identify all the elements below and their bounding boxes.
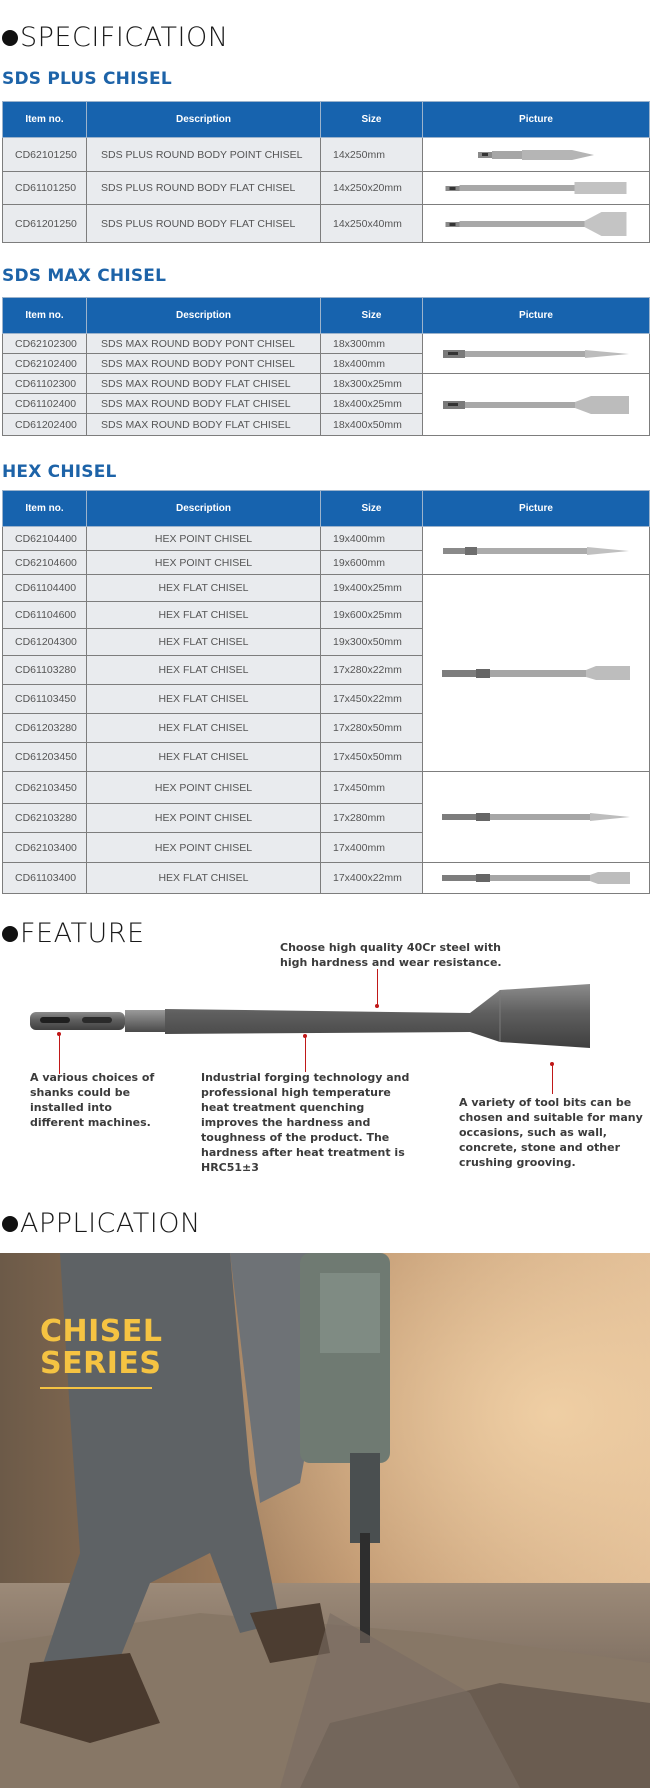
description: SDS MAX ROUND BODY PONT CHISEL xyxy=(87,334,321,354)
description: SDS PLUS ROUND BODY FLAT CHISEL xyxy=(87,205,321,243)
item-no: CD61201250 xyxy=(3,205,87,243)
forging-pin-dot xyxy=(303,1034,307,1038)
description: HEX FLAT CHISEL xyxy=(87,685,321,714)
col-header-item: Item no. xyxy=(3,298,87,334)
size: 17x450x22mm xyxy=(321,685,423,714)
steel-pin-dot xyxy=(375,1004,379,1008)
item-no: CD62103280 xyxy=(3,804,87,833)
item-no: CD61204300 xyxy=(3,629,87,656)
description: HEX FLAT CHISEL xyxy=(87,714,321,743)
size: 19x600x25mm xyxy=(321,602,423,629)
bits-pin-dot xyxy=(550,1062,554,1066)
description: HEX POINT CHISEL xyxy=(87,527,321,551)
hex-table xyxy=(2,490,650,894)
flat-chisel-image xyxy=(423,172,650,205)
size: 18x400x50mm xyxy=(321,414,423,436)
description: SDS MAX ROUND BODY FLAT CHISEL xyxy=(87,394,321,414)
table-row xyxy=(3,374,650,394)
table-row xyxy=(3,575,650,602)
size: 17x280x22mm xyxy=(321,656,423,685)
hex-title: HEX CHISEL xyxy=(2,462,117,482)
item-no: CD62104600 xyxy=(3,551,87,575)
feature-steel-text: Choose high quality 40Cr steel with high hardness and wear resistance. xyxy=(280,941,502,969)
specification-heading xyxy=(2,22,228,53)
item-no: CD61104600 xyxy=(3,602,87,629)
size: 17x400x22mm xyxy=(321,863,423,894)
size: 18x300mm xyxy=(321,334,423,354)
item-no: CD62102400 xyxy=(3,354,87,374)
description: SDS MAX ROUND BODY FLAT CHISEL xyxy=(87,414,321,436)
shank-pin-dot xyxy=(57,1032,61,1036)
description: HEX POINT CHISEL xyxy=(87,804,321,833)
description: HEX FLAT CHISEL xyxy=(87,863,321,894)
description: HEX FLAT CHISEL xyxy=(87,656,321,685)
item-no: CD61102400 xyxy=(3,394,87,414)
size: 18x300x25mm xyxy=(321,374,423,394)
table-row xyxy=(3,772,650,804)
description: HEX FLAT CHISEL xyxy=(87,743,321,772)
item-no: CD62103450 xyxy=(3,772,87,804)
feature-forging-text: Industrial forging technology and professional high temperature heat treatment quenching improves the hardness and toughness of the product. The hardness after heat treatment is HRC51±3 xyxy=(201,1071,410,1174)
size: 14x250x20mm xyxy=(321,172,423,205)
bits-pin-line xyxy=(552,1064,553,1094)
item-no: CD61101250 xyxy=(3,172,87,205)
description: SDS MAX ROUND BODY FLAT CHISEL xyxy=(87,374,321,394)
hex-flat-chisel-image xyxy=(423,863,650,894)
sds-flat-chisel-illustration xyxy=(30,980,595,1060)
item-no: CD61202400 xyxy=(3,414,87,436)
col-header-size: Size xyxy=(321,102,423,138)
description: HEX FLAT CHISEL xyxy=(87,575,321,602)
col-header-size: Size xyxy=(321,298,423,334)
sds-max-title: SDS MAX CHISEL xyxy=(2,266,167,286)
item-no: CD61103450 xyxy=(3,685,87,714)
table-row xyxy=(3,172,650,205)
item-no: CD61104400 xyxy=(3,575,87,602)
size: 19x400x25mm xyxy=(321,575,423,602)
feature-bits-text: A variety of tool bits can be chosen and suitable for many occasions, such as wall, concrete, stone and other crushing grooving. xyxy=(459,1096,643,1169)
point-chisel-image xyxy=(423,138,650,172)
item-no: CD61102300 xyxy=(3,374,87,394)
description: SDS PLUS ROUND BODY POINT CHISEL xyxy=(87,138,321,172)
description: SDS MAX ROUND BODY PONT CHISEL xyxy=(87,354,321,374)
banner-line-2: SERIES xyxy=(40,1346,162,1381)
size: 19x300x50mm xyxy=(321,629,423,656)
description: HEX POINT CHISEL xyxy=(87,772,321,804)
col-header-picture: Picture xyxy=(423,298,650,334)
feature-shanks-text: A various choices of shanks could be installed into different machines. xyxy=(30,1071,155,1129)
col-header-description: Description xyxy=(87,298,321,334)
col-header-description: Description xyxy=(87,102,321,138)
col-header-item: Item no. xyxy=(3,491,87,527)
hex-point-chisel-image xyxy=(423,772,650,863)
chisel-series-banner xyxy=(40,1316,163,1380)
size: 17x450x50mm xyxy=(321,743,423,772)
item-no: CD61203450 xyxy=(3,743,87,772)
col-header-picture: Picture xyxy=(423,102,650,138)
col-header-item: Item no. xyxy=(3,102,87,138)
size: 19x600mm xyxy=(321,551,423,575)
application-heading xyxy=(2,1208,201,1239)
specification-title: SPECIFICATION xyxy=(20,22,229,53)
bullet-dot xyxy=(2,1216,18,1232)
hex-point-chisel-image xyxy=(423,527,650,575)
item-no: CD62102300 xyxy=(3,334,87,354)
table-row xyxy=(3,527,650,551)
forging-pin-line xyxy=(305,1036,306,1072)
table-header-row xyxy=(3,491,650,527)
sds-plus-table xyxy=(2,101,650,243)
table-row xyxy=(3,863,650,894)
bullet-dot xyxy=(2,30,18,46)
application-title: APPLICATION xyxy=(20,1208,201,1239)
sds-max-table xyxy=(2,297,650,436)
item-no: CD61103400 xyxy=(3,863,87,894)
col-header-description: Description xyxy=(87,491,321,527)
col-header-picture: Picture xyxy=(423,491,650,527)
size: 17x400mm xyxy=(321,833,423,863)
banner-line-1: CHISEL xyxy=(40,1314,163,1349)
item-no: CD62101250 xyxy=(3,138,87,172)
size: 17x280mm xyxy=(321,804,423,833)
sds-plus-title: SDS PLUS CHISEL xyxy=(2,69,172,89)
table-header-row xyxy=(3,102,650,138)
size: 17x450mm xyxy=(321,772,423,804)
col-header-size: Size xyxy=(321,491,423,527)
flat-chisel-image xyxy=(423,374,650,436)
hex-flat-chisel-image xyxy=(423,575,650,772)
shank-pin-line xyxy=(59,1034,60,1074)
size: 14x250mm xyxy=(321,138,423,172)
size: 19x400mm xyxy=(321,527,423,551)
steel-pin-line xyxy=(377,969,378,1006)
table-header-row xyxy=(3,298,650,334)
description: HEX FLAT CHISEL xyxy=(87,629,321,656)
description: HEX FLAT CHISEL xyxy=(87,602,321,629)
description: HEX POINT CHISEL xyxy=(87,833,321,863)
item-no: CD61203280 xyxy=(3,714,87,743)
table-row xyxy=(3,205,650,243)
description: SDS PLUS ROUND BODY FLAT CHISEL xyxy=(87,172,321,205)
banner-underline xyxy=(40,1387,152,1389)
description: HEX POINT CHISEL xyxy=(87,551,321,575)
point-chisel-image xyxy=(423,334,650,374)
table-row xyxy=(3,334,650,354)
feature-title: FEATURE xyxy=(20,918,145,949)
application-photo xyxy=(0,1253,650,1788)
item-no: CD61103280 xyxy=(3,656,87,685)
table-row xyxy=(3,138,650,172)
size: 17x280x50mm xyxy=(321,714,423,743)
item-no: CD62104400 xyxy=(3,527,87,551)
size: 18x400mm xyxy=(321,354,423,374)
size: 14x250x40mm xyxy=(321,205,423,243)
item-no: CD62103400 xyxy=(3,833,87,863)
bullet-dot xyxy=(2,926,18,942)
feature-heading xyxy=(2,918,145,949)
wide-flat-chisel-image xyxy=(423,205,650,243)
size: 18x400x25mm xyxy=(321,394,423,414)
